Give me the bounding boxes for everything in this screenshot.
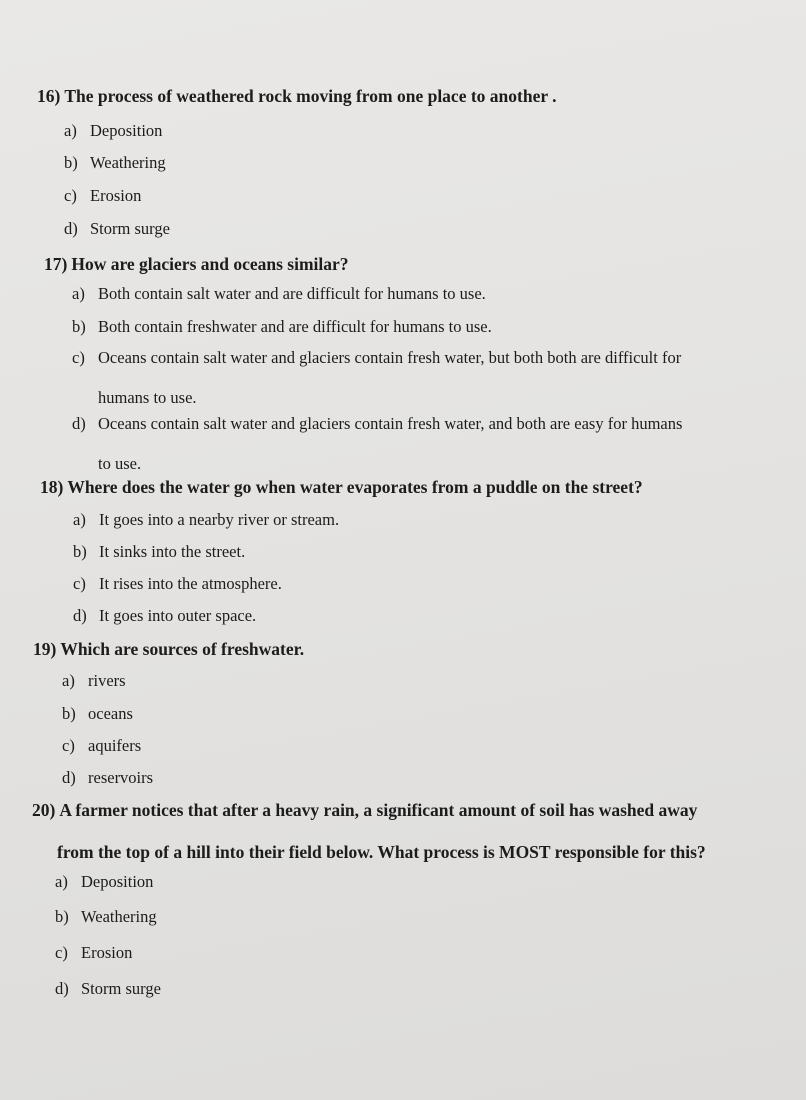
question-20-option-a[interactable]: a) Deposition [55, 872, 154, 891]
question-16-option-c[interactable]: c) Erosion [64, 186, 142, 205]
question-17-option-d[interactable]: d) Oceans contain salt water and glaciers contain fresh water, and both are easy for humans to use. [72, 414, 683, 473]
question-18-text: Where does the water go when water evaporates from a puddle on the street? [67, 477, 643, 497]
question-19-option-b[interactable]: b) oceans [62, 704, 133, 723]
question-20: 20) A farmer notices that after a heavy rain, a significant amount of soil has washed away from the top of a hill into their field below. What process is MOST responsible for this? [32, 800, 706, 862]
question-20-option-c[interactable]: c) Erosion [55, 943, 133, 962]
question-18: 18) Where does the water go when water evaporates from a puddle on the street? [40, 477, 643, 497]
question-16-option-d[interactable]: d) Storm surge [64, 219, 170, 238]
question-16-option-a[interactable]: a) Deposition [64, 121, 163, 140]
question-18-option-b[interactable]: b) It sinks into the street. [73, 542, 246, 561]
question-16: 16) The process of weathered rock moving from one place to another . [37, 86, 557, 106]
question-19-option-c[interactable]: c) aquifers [62, 736, 142, 755]
question-20-text-cont: from the top of a hill into their field below. What process is MOST responsible for this? [57, 842, 706, 862]
question-19: 19) Which are sources of freshwater. [33, 639, 305, 659]
question-17-option-c[interactable]: c) Oceans contain salt water and glaciers contain fresh water, but both both are difficult for humans to use. [72, 348, 682, 407]
question-20-option-d[interactable]: d) Storm surge [55, 979, 161, 998]
question-18-option-c[interactable]: c) It rises into the atmosphere. [73, 574, 282, 593]
question-17: 17) How are glaciers and oceans similar? [44, 254, 349, 274]
question-18-option-d[interactable]: d) It goes into outer space. [73, 606, 257, 625]
question-20-option-b[interactable]: b) Weathering [55, 907, 157, 926]
question-19-option-a[interactable]: a) rivers [62, 671, 126, 690]
question-17-option-a[interactable]: a) Both contain salt water and are difficult for humans to use. [72, 284, 486, 303]
question-19-option-d[interactable]: d) reservoirs [62, 768, 154, 787]
question-20-text: A farmer notices that after a heavy rain, a significant amount of soil has washed away [59, 800, 698, 820]
question-17-text: How are glaciers and oceans similar? [71, 254, 349, 274]
question-17-option-b[interactable]: b) Both contain freshwater and are difficult for humans to use. [72, 317, 492, 336]
question-16-option-b[interactable]: b) Weathering [64, 153, 166, 172]
question-16-text: The process of weathered rock moving from one place to another . [64, 86, 557, 106]
question-18-option-a[interactable]: a) It goes into a nearby river or stream. [73, 510, 340, 529]
question-19-text: Which are sources of freshwater. [60, 639, 305, 659]
